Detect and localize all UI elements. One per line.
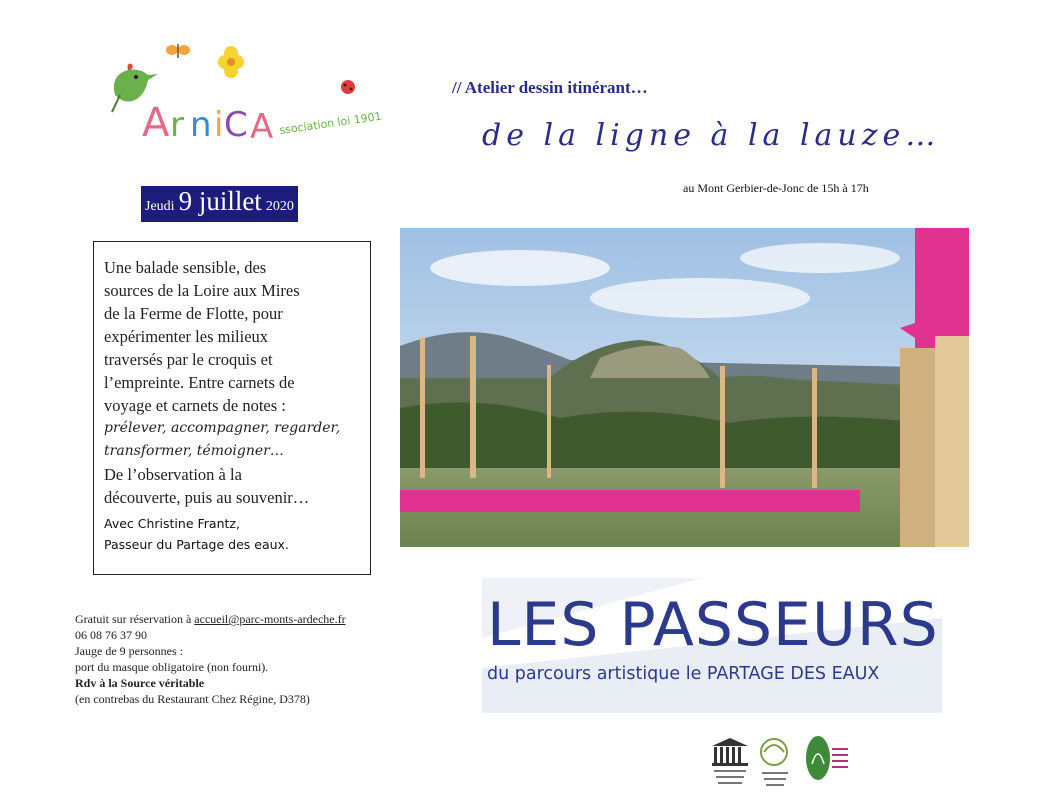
location-time: au Mont Gerbier-de-Jonc de 15h à 17h (683, 181, 869, 195)
signature-line: Avec Christine Frantz, (104, 516, 240, 531)
description-line: expérimenter les milieux (104, 327, 269, 346)
signature-line: Passeur du Partage des eaux. (104, 537, 289, 552)
description-text (104, 256, 360, 417)
passeurs-subtitle: du parcours artistique le PARTAGE DES EAUX (487, 664, 880, 684)
meeting-point (75, 675, 346, 691)
svg-text:C: C (224, 105, 248, 145)
description-line: l’empreinte. Entre carnets de (104, 373, 295, 392)
svg-text:i: i (214, 105, 224, 145)
meeting-text: Rdv à la Source véritable (75, 676, 205, 690)
description-line: Une balade sensible, des (104, 258, 267, 277)
svg-text:ssociation loi 1901: ssociation loi 1901 (278, 109, 383, 137)
handwritten-line: transformer, témoigner… (104, 443, 284, 459)
passeurs-title: LES PASSEURS (487, 590, 939, 660)
signature-text (104, 513, 360, 555)
butterfly-icon (166, 44, 190, 58)
reservation-text: Gratuit sur réservation à (75, 612, 195, 626)
landscape-photo (400, 228, 969, 547)
description-line: sources de la Loire aux Mires (104, 281, 300, 300)
parc-monts-ardeche-logo-icon (806, 736, 848, 780)
event-date (141, 186, 298, 222)
date-year: 2020 (265, 199, 294, 214)
phone-number: 06 08 76 37 90 (75, 628, 147, 642)
svg-text:n: n (190, 105, 212, 145)
partner-logos (706, 734, 856, 794)
partner-logos-graphic (706, 734, 856, 794)
mask-text: port du masque obligatoire (non fourni). (75, 660, 269, 674)
workshop-title: // Atelier dessin itinérant… (452, 78, 648, 97)
description-line: traversés par le croquis et (104, 350, 273, 369)
description-line: de la Ferme de Flotte, pour (104, 304, 283, 323)
meeting-detail: (en contrebas du Restaurant Chez Régine, D378) (75, 692, 310, 706)
description-box (93, 241, 371, 575)
arnica-logo-graphic (100, 40, 400, 160)
practical-info (75, 611, 346, 707)
capacity-text: Jauge de 9 personnes : (75, 644, 183, 658)
handwritten-line: prélever, accompagner, regarder, (104, 420, 341, 436)
svg-text:r: r (170, 105, 184, 145)
closing-text (104, 463, 360, 509)
date-day-month: 9 juillet (178, 186, 262, 216)
reservation-line (75, 611, 346, 627)
svg-text:A: A (250, 107, 274, 147)
handwritten-text (104, 417, 360, 463)
workshop-subtitle: de la ligne à la lauze… (482, 118, 941, 153)
svg-text:A: A (142, 100, 170, 146)
flower-icon (218, 46, 244, 78)
date-weekday: Jeudi (145, 199, 175, 214)
mountain-landscape-image (400, 228, 969, 547)
closing-line: découverte, puis au souvenir… (104, 488, 310, 507)
unesco-logo-icon (712, 738, 748, 784)
geopark-logo-icon (761, 739, 788, 786)
description-line: voyage et carnets de notes : (104, 396, 286, 415)
closing-line: De l’observation à la (104, 465, 242, 484)
arnica-logo (100, 40, 400, 160)
ladybug-icon (341, 80, 355, 94)
email-link[interactable]: accueil@parc-monts-ardeche.fr (194, 612, 346, 626)
